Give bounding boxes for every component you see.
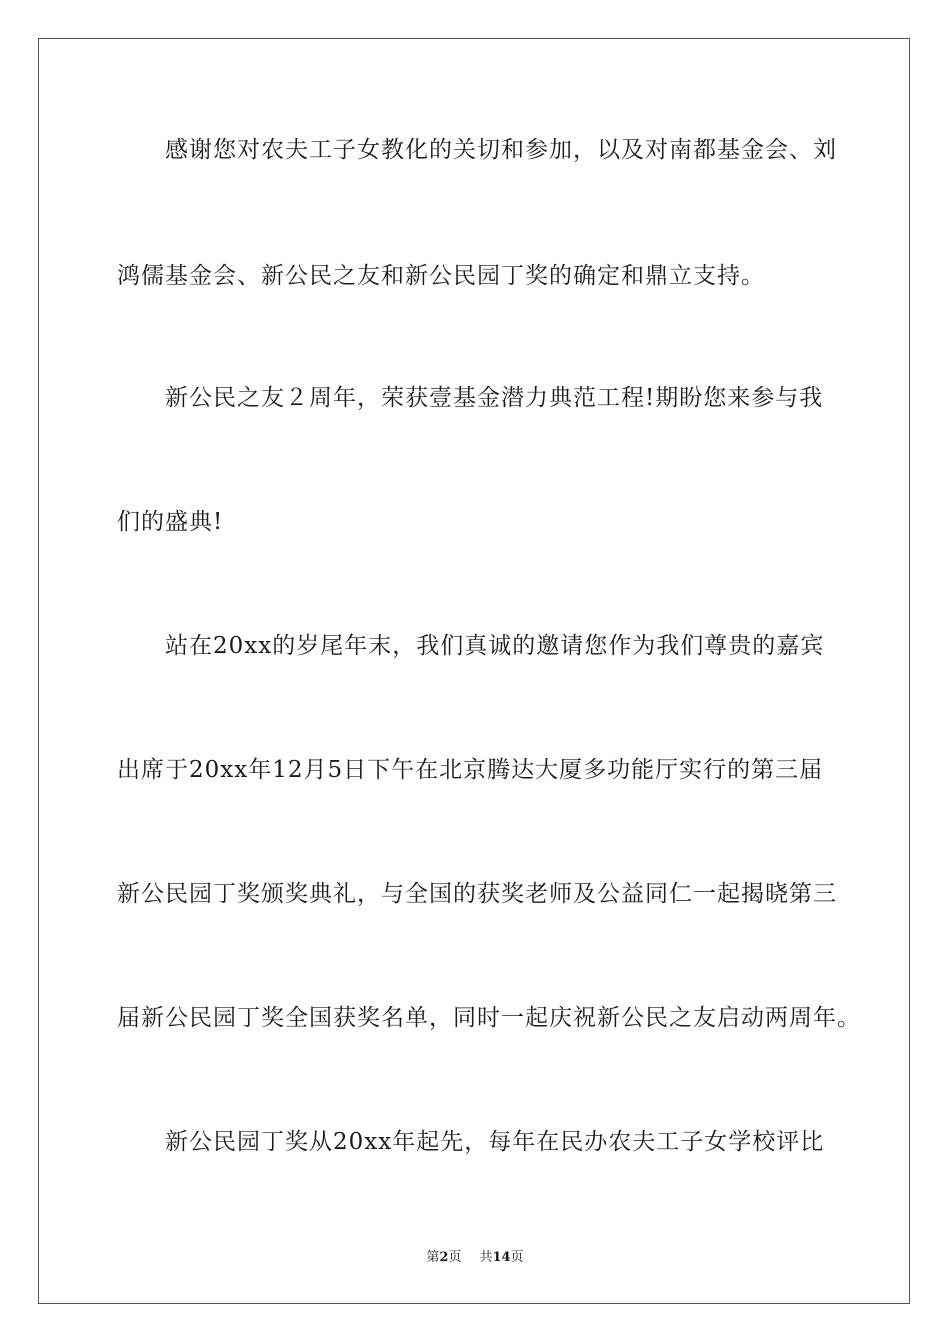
page-prefix: 第 <box>426 1250 440 1265</box>
paragraph-2-line-1: 新公民之友２周年，荣获壹基金潜力典范工程!期盼您来参与我 <box>165 385 824 411</box>
total-pages: 14 <box>492 1250 511 1265</box>
total-prefix: 共 <box>479 1250 493 1265</box>
page-border <box>38 38 910 1304</box>
page-suffix: 页 <box>448 1250 462 1265</box>
paragraph-2-line-2: 们的盛典! <box>117 509 224 535</box>
paragraph-4-line-1: 新公民园丁奖从20xx年起先，每年在民办农夫工子女学校评比 <box>165 1129 825 1155</box>
paragraph-3-line-1: 站在20xx的岁尾年末，我们真诚的邀请您作为我们尊贵的嘉宾 <box>165 633 825 659</box>
paragraph-3-line-3: 新公民园丁奖颁奖典礼，与全国的获奖老师及公益同仁一起揭晓第三 <box>117 881 837 907</box>
paragraph-3-line-2: 出席于20xx年12月5日下午在北京腾达大厦多功能厅实行的第三届 <box>117 757 824 783</box>
page-number: 2 <box>439 1250 449 1265</box>
page-footer <box>0 1250 950 1266</box>
paragraph-1-line-2: 鸿儒基金会、新公民之友和新公民园丁奖的确定和鼎立支持。 <box>117 263 765 289</box>
paragraph-3-line-4: 届新公民园丁奖全国获奖名单，同时一起庆祝新公民之友启动两周年。 <box>117 1005 861 1031</box>
total-suffix: 页 <box>510 1250 524 1265</box>
paragraph-1-line-1: 感谢您对农夫工子女教化的关切和参加，以及对南都基金会、刘 <box>165 137 837 163</box>
